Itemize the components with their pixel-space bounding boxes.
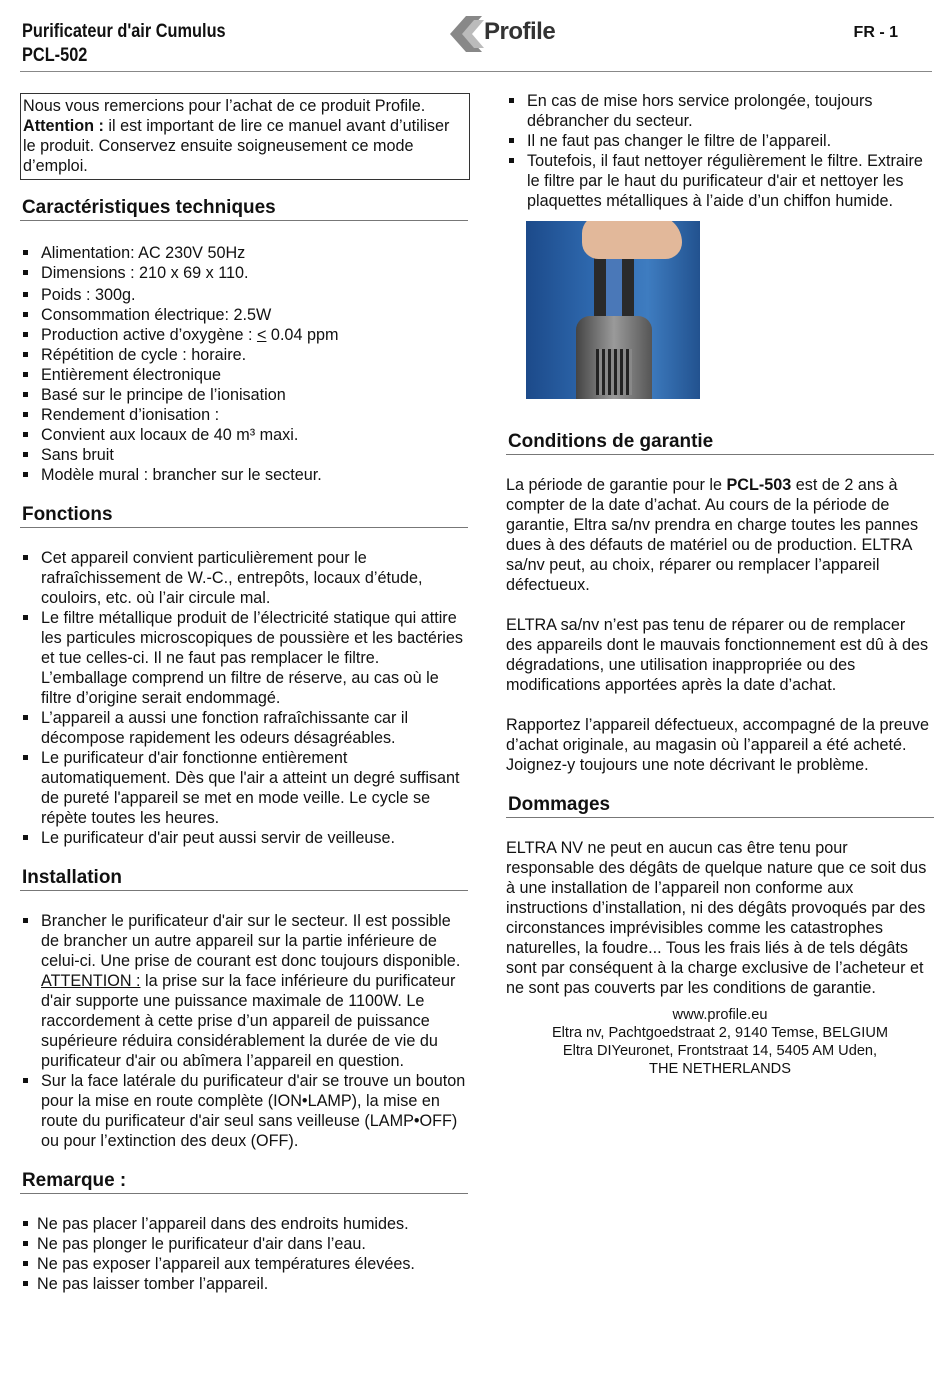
footer [506, 1006, 934, 1078]
list-item: Ne pas plonger le purificateur d'air dans l’eau. [20, 1234, 468, 1254]
oxygen-value: 0.04 ppm [266, 326, 339, 344]
list-item: Rendement d’ionisation : [20, 405, 468, 425]
list-item: Répétition de cycle : horaire. [20, 345, 468, 365]
install-attention: ATTENTION : [41, 972, 141, 990]
install-text: Brancher le purificateur d'air sur le secteur. Il est possible de brancher un autre appareil sur la partie inférieure de celui-ci. Une prise de courant est donc toujours disponible. [41, 912, 461, 970]
list-item: Basé sur le principe de l’ionisation [20, 385, 468, 405]
installation-heading: Installation [20, 868, 468, 891]
device-grill [596, 349, 632, 395]
warranty-model: PCL-503 [726, 476, 792, 494]
address-line: THE NETHERLANDS [649, 1061, 791, 1077]
specs-list [20, 243, 468, 485]
website-link[interactable]: www.profile.eu [672, 1007, 768, 1023]
remarque-heading: Remarque : [20, 1171, 468, 1194]
logo-text: Profile [484, 18, 556, 45]
remarque-list [20, 1214, 468, 1294]
hand-shape [582, 221, 682, 259]
specs-heading: Caractéristiques techniques [20, 198, 468, 221]
list-item: Le purificateur d'air peut aussi servir de veilleuse. [20, 828, 468, 848]
document-title [22, 20, 226, 68]
functions-heading: Fonctions [20, 505, 468, 528]
address-line: Eltra nv, Pachtgoedstraat 2, 9140 Temse, BELGIUM [551, 1025, 889, 1041]
list-item: Entièrement électronique [20, 365, 468, 385]
damages-heading: Dommages [506, 795, 934, 818]
list-item: Le purificateur d'air fonctionne entièrement automatiquement. Dès que l'air a atteint un degré suffisant de pureté l'appareil se met en mode veille. Le cycle se répète toutes les heures. [20, 748, 468, 828]
warranty-text: La période de garantie pour le [506, 476, 727, 494]
attention-label: Attention : [23, 117, 104, 135]
attention-text: il est important de lire ce manuel avant d’utiliser le produit. Conservez ensuite soigneusement ce mode d’emploi. [23, 117, 450, 175]
list-item: En cas de mise hors service prolongée, toujours débrancher du secteur. [506, 91, 934, 131]
profile-logo [444, 10, 564, 58]
header-divider [20, 71, 932, 72]
list-item: Ne pas placer l’appareil dans des endroits humides. [20, 1214, 468, 1234]
chevrons-icon [444, 10, 488, 58]
filter-slot [606, 259, 622, 319]
functions-list [20, 548, 468, 848]
warranty-paragraph-3: Rapportez l’appareil défectueux, accompagné de la preuve d’achat originale, au magasin où l’appareil a été acheté. Joignez-y toujours une note décrivant le problème. [506, 716, 929, 774]
warranty-paragraph-1 [506, 475, 934, 595]
intro-box [20, 93, 470, 180]
oxygen-label: Production active d’oxygène : [41, 326, 257, 344]
list-item: Modèle mural : brancher sur le secteur. [20, 465, 468, 485]
list-item: Poids : 300g. [20, 285, 468, 305]
title-line-1: Purificateur d'air Cumulus [22, 21, 226, 42]
warranty-text-2: est de 2 ans à compter de la date d’achat. Au cours de la période de garantie, Eltra sa/nv prendra en charge toutes les pannes dues à des défauts de matériel ou de production. ELTRA sa/nv peut, au choix, réparer ou remplacer l’appareil défectueux. [506, 476, 919, 594]
list-item: Sans bruit [20, 445, 468, 465]
install-text-2: la prise sur la face inférieure du purificateur d'air supporte une puissance maximale de 1100W. Le raccordement à cette prise d’un appareil de puissance supérieure réduira considérablement la durée de vie du purificateur d'air ou abîmera l’appareil en question. [41, 972, 456, 1070]
filter-removal-photo [526, 221, 700, 399]
maintenance-list [506, 91, 934, 211]
right-column [506, 91, 934, 1078]
list-item: Cet appareil convient particulièrement pour le rafraîchissement de W.-C., entrepôts, locaux d’étude, couloirs, etc. où l’air circule mal. [20, 548, 468, 608]
list-item: Ne pas exposer l’appareil aux températures élevées. [20, 1254, 468, 1274]
list-item: Alimentation: AC 230V 50Hz [20, 243, 468, 263]
warranty-heading: Conditions de garantie [506, 432, 934, 455]
list-item: Toutefois, il faut nettoyer régulièrement le filtre. Extraire le filtre par le haut du purificateur d'air et nettoyer les plaquettes métalliques à l’aide d’un chiffon humide. [506, 151, 934, 211]
list-item: Dimensions : 210 x 69 x 110. [20, 263, 468, 283]
warranty-paragraph-2: ELTRA sa/nv n’est pas tenu de réparer ou de remplacer des appareils dont le mauvais fonctionnement est dû à des dégradations, une utilisation inappropriée ou des modifications apportées après la date d’achat. [506, 616, 929, 694]
list-item: Consommation électrique: 2.5W [20, 305, 468, 325]
page-number: FR - 1 [853, 24, 898, 41]
list-item [20, 911, 468, 1071]
damages-paragraph: ELTRA NV ne peut en aucun cas être tenu pour responsable des dégâts de quelque nature que ce soit dus à une installation de l’appareil non conforme aux instructions d’installation, ni des dégâts provoqués par des circonstances imprévisibles comme les catastrophes naturelles, la foudre... Tous les frais liés à de tels dégâts sont par conséquent à la charge exclusive de l’acheteur et ne sont pas couverts par les conditions de garantie. [506, 839, 927, 997]
list-item: Convient aux locaux de 40 m³ maxi. [20, 425, 468, 445]
list-item: L’appareil a aussi une fonction rafraîchissante car il décompose rapidement les odeurs désagréables. [20, 708, 468, 748]
list-item: Sur la face latérale du purificateur d'air se trouve un bouton pour la mise en route complète (ION•LAMP), la mise en route du purificateur d'air seul sans veilleuse (LAMP•OFF) ou pour l’extinction des deux (OFF). [20, 1071, 468, 1151]
intro-text [23, 96, 459, 176]
installation-list [20, 911, 468, 1151]
list-item: Le filtre métallique produit de l’électricité statique qui attire les particules microscopiques de poussière et les bactéries et tue celles-ci. Il ne faut pas remplacer le filtre. L’emballage comprend un filtre de réserve, au cas où le filtre d’origine serait endommagé. [20, 608, 468, 708]
less-equal-symbol: < [256, 326, 267, 344]
address-line: Eltra DIYeuronet, Frontstraat 14, 5405 AM Uden, [562, 1043, 878, 1059]
left-column [20, 93, 468, 1294]
list-item [20, 325, 468, 345]
list-item: Il ne faut pas changer le filtre de l’appareil. [506, 131, 934, 151]
intro-line: Nous vous remercions pour l’achat de ce produit Profile. [23, 97, 426, 115]
title-line-2: PCL-502 [22, 45, 88, 66]
list-item: Ne pas laisser tomber l’appareil. [20, 1274, 468, 1294]
